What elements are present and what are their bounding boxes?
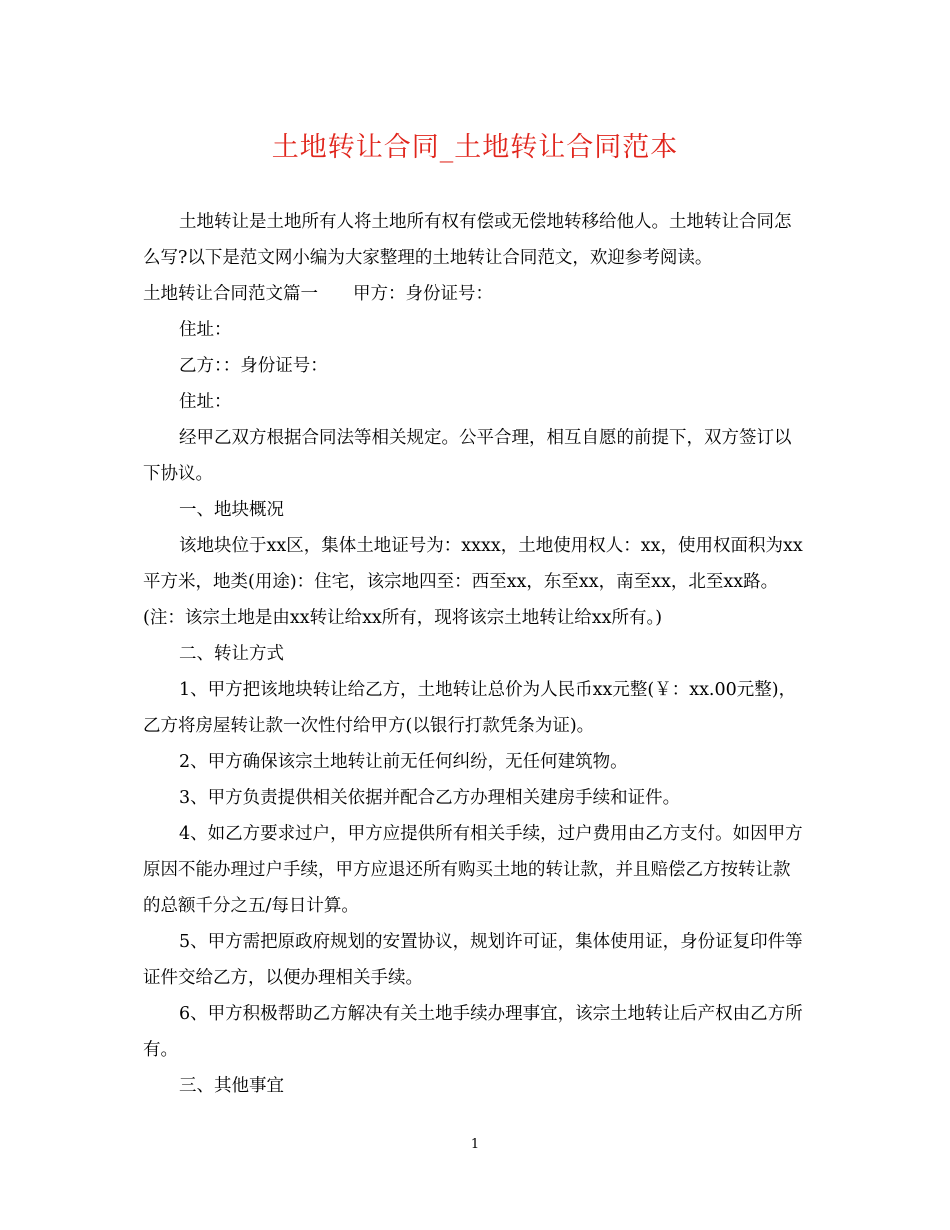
party-a-address: 住址： — [179, 320, 232, 340]
intro-paragraph: 土地转让是土地所有人将土地所有权有偿或无偿地转移给他人。土地转让合同怎么写?以下是范文网小编为大家整理的土地转让合同范文，欢迎参考阅读。 — [143, 212, 792, 268]
page-number: 1 — [470, 1137, 480, 1152]
clause-2: 2、甲方确保该宗土地转让前无任何纠纷，无任何建筑物。 — [179, 752, 628, 772]
document-title: 土地转让合同_土地转让合同范本 — [271, 132, 679, 163]
party-b-address: 住址： — [179, 392, 232, 412]
clause-5: 5、甲方需把原政府规划的安置协议，规划许可证，集体使用证，身份证复印件等证件交给乙方，以便办理相关手续。 — [143, 932, 803, 988]
section-heading-1: 一、地块概况 — [179, 500, 284, 520]
clause-4: 4、如乙方要求过户，甲方应提供所有相关手续，过户费用由乙方支付。如因甲方原因不能办理过户手续，甲方应退还所有购买土地的转让款，并且赔偿乙方按转让款的总额千分之五/每日计算。 — [143, 824, 803, 916]
party-b-line: 乙方：：身份证号： — [179, 356, 328, 376]
party-a-line: 土地转让合同范文篇一 甲方：身份证号： — [143, 284, 493, 304]
land-overview-paragraph: 该地块位于xx区，集体土地证号为：xxxx，土地使用权人：xx，使用权面积为xx平方米，地类(用途)：住宅，该宗地四至：西至xx，东至xx，南至xx，北至xx路。(注：该宗土地是由xx转让给xx所有，现将该宗土地转让给xx所有。) — [143, 536, 803, 628]
section-heading-3: 三、其他事宜 — [179, 1076, 284, 1096]
clause-1: 1、甲方把该地块转让给乙方，土地转让总价为人民币xx元整(￥：xx.00元整)，乙方将房屋转让款一次性付给甲方(以银行打款凭条为证)。 — [143, 680, 797, 736]
section-heading-2: 二、转让方式 — [179, 644, 284, 664]
clause-6: 6、甲方积极帮助乙方解决有关土地手续办理事宜，该宗土地转让后产权由乙方所有。 — [143, 1004, 803, 1060]
clause-3: 3、甲方负责提供相关依据并配合乙方办理相关建房手续和证件。 — [179, 788, 681, 808]
agreement-paragraph: 经甲乙双方根据合同法等相关规定。公平合理，相互自愿的前提下，双方签订以下协议。 — [143, 428, 792, 484]
